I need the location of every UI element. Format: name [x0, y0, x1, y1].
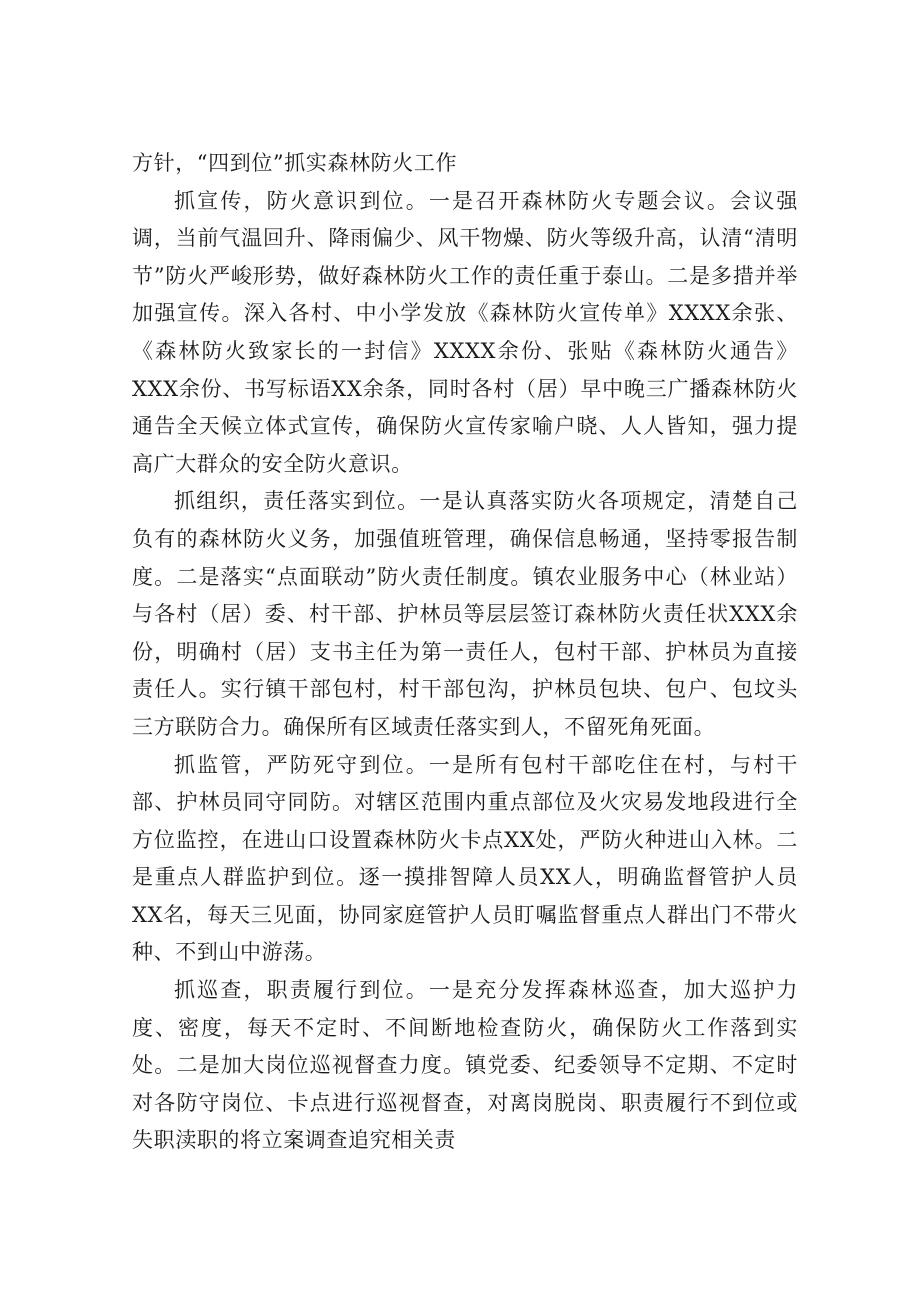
document-body [132, 145, 798, 1160]
paragraph-patrol: 抓巡查，职责履行到位。一是充分发挥森林巡查，加大巡护力度、密度，每天不定时、不间断地检查防火，确保防火工作落到实处。二是加大岗位巡视督查力度。镇党委、纪委领导不定期、不定时对各防守岗位、卡点进行巡视督查，对离岗脱岗、职责履行不到位或失职渎职的将立案调查追究相关责 [132, 978, 798, 1153]
paragraph-organization: 抓组织，责任落实到位。一是认真落实防火各项规定，清楚自己负有的森林防火义务，加强值班管理，确保信息畅通，坚持零报告制度。二是落实“点面联动”防火责任制度。镇农业服务中心（林业站）与各村（居）委、村干部、护林员等层层签订森林防火责任状XXX余份，明确村（居）支书主任为第一责任人，包村干部、护林员为直接责任人。实行镇干部包村，村干部包沟，护林员包块、包户、包坟头三方联防合力。确保所有区域责任落实到人，不留死角死面。 [132, 489, 798, 739]
paragraph-heading-continuation: 方针，“四到位”抓实森林防火工作 [132, 151, 458, 175]
paragraph-supervision: 抓监管，严防死守到位。一是所有包村干部吃住在村，与村干部、护林员同守同防。对辖区范围内重点部位及火灾易发地段进行全方位监控，在进山口设置森林防火卡点XX处，严防火种进山入林。二是重点人群监护到位。逐一摸排智障人员XX人，明确监督管护人员XX名，每天三见面，协同家庭管护人员盯嘱监督重点人群出门不带火种、不到山中游荡。 [132, 752, 798, 965]
paragraph-publicity: 抓宣传，防火意识到位。一是召开森林防火专题会议。会议强调，当前气温回升、降雨偏少、风干物燥、防火等级升高，认清“清明节”防火严峻形势，做好森林防火工作的责任重于泰山。二是多措并举加强宣传。深入各村、中小学发放《森林防火宣传单》XXXX余张、《森林防火致家长的一封信》XXXX余份、张贴《森林防火通告》XXX余份、书写标语XX余条，同时各村（居）早中晚三广播森林防火通告全天候立体式宣传，确保防火宣传家喻户晓、人人皆知，强力提高广大群众的安全防火意识。 [132, 188, 798, 476]
